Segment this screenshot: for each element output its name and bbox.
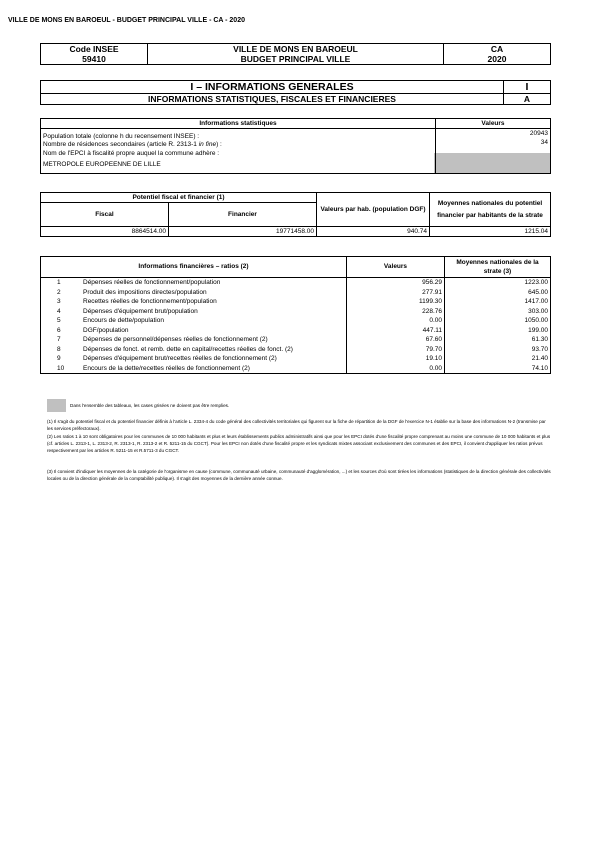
ratio-row — [41, 278, 551, 288]
ratio-label: Recettes réelles de fonctionnement/population — [81, 297, 347, 307]
ratio-moyenne: 1417.00 — [445, 297, 551, 307]
ratio-number: 6 — [41, 326, 82, 336]
stats-table — [40, 118, 551, 174]
ratio-value: 67.60 — [347, 335, 445, 345]
ratio-moyenne: 93.70 — [445, 345, 551, 355]
ratio-number: 1 — [41, 278, 82, 288]
ratio-rows — [41, 278, 551, 374]
ratio-value: 277.91 — [347, 288, 445, 298]
grey-note: Dans l'ensemble des tableaux, les cases grisées ne doivent pas être remplies. — [70, 403, 230, 408]
stats-labels — [41, 129, 436, 174]
ratio-number: 5 — [41, 316, 82, 326]
ratio-label: Produit des impositions directes/population — [81, 288, 347, 298]
ratio-row — [41, 354, 551, 364]
financier-value: 19771458.00 — [169, 227, 317, 237]
moyennes-value: 1215.04 — [430, 227, 551, 237]
ratio-row — [41, 288, 551, 298]
entity-cell — [148, 44, 444, 65]
budget-name: BUDGET PRINCIPAL VILLE — [240, 54, 351, 64]
ratio-value: 0.00 — [347, 364, 445, 374]
valeurs-par-hab-header: Valeurs par hab. (population DGF) — [317, 193, 430, 227]
ratio-number: 2 — [41, 288, 82, 298]
ratio-value: 956.29 — [347, 278, 445, 288]
ratio-row — [41, 326, 551, 336]
section-title-box — [40, 80, 551, 105]
section-subtitle: INFORMATIONS STATISTIQUES, FISCALES ET FINANCIERES — [41, 94, 504, 105]
valeurs-value: 940.74 — [317, 227, 430, 237]
code-insee-label: Code INSEE — [69, 44, 119, 54]
ratio-number: 4 — [41, 307, 82, 317]
ratios-values-header: Valeurs — [347, 257, 445, 278]
section-letter: A — [504, 94, 551, 105]
ratio-label: Dépenses réelles de fonctionnement/population — [81, 278, 347, 288]
ratio-moyenne: 645.00 — [445, 288, 551, 298]
ratio-label: Dépenses de personnel/dépenses réelles de fonctionnement (2) — [81, 335, 347, 345]
ratio-row — [41, 297, 551, 307]
footnote-3: (3) Il convient d'indiquer les moyennes de la catégorie de l'organisme en cause (commune, communauté urbaine, communauté d'agglomération, ...) et les sources d'où sont tirées les informations (statistiques de la direction générale des collectivités locales ou de la direction générale de la comptabilité publique). Il s'agit des moyennes de la dernière année connue. — [47, 469, 551, 482]
epci-value: METROPOLE EUROPEENNE DE LILLE — [43, 161, 161, 168]
ratio-number: 10 — [41, 364, 82, 374]
potentiel-table — [40, 192, 551, 237]
ratios-table — [40, 256, 551, 374]
population-label: Population totale (colonne h du recensement INSEE) : — [43, 132, 200, 140]
ratio-label: Dépenses de fonct. et remb. dette en capital/recettes réelles de fonct. (2) — [81, 345, 347, 355]
ratio-row — [41, 335, 551, 345]
ratio-row — [41, 345, 551, 355]
ratio-moyenne: 74.10 — [445, 364, 551, 374]
doc-cell — [444, 44, 551, 65]
ratio-number: 9 — [41, 354, 82, 364]
grey-legend-swatch — [47, 399, 66, 412]
ratio-number: 7 — [41, 335, 82, 345]
potentiel-header: Potentiel fiscal et financier (1) — [41, 193, 317, 203]
ratios-header: Informations financières – ratios (2) — [41, 257, 347, 278]
stats-values-header: Valeurs — [436, 119, 551, 129]
ratio-value: 447.11 — [347, 326, 445, 336]
ratio-value: 19.10 — [347, 354, 445, 364]
section-title: I – INFORMATIONS GENERALES — [41, 81, 504, 94]
code-insee-cell — [41, 44, 148, 65]
stats-header: Informations statistiques — [41, 119, 436, 129]
ratio-moyenne: 1050.00 — [445, 316, 551, 326]
ratio-label: Encours de la dette/recettes réelles de fonctionnement (2) — [81, 364, 347, 374]
fiscal-value: 8864514.00 — [41, 227, 169, 237]
doc-year: 2020 — [487, 54, 507, 64]
ratio-value: 1199.30 — [347, 297, 445, 307]
moyennes-header: Moyennes nationales du potentiel financier par habitants de la strate — [430, 193, 551, 227]
residences-value: 34 — [540, 138, 548, 146]
ratio-number: 3 — [41, 297, 82, 307]
ratio-row — [41, 316, 551, 326]
footnote-1: (1) Il s'agit du potentiel fiscal et du potentiel financier définis à l'article L. 2334-4 du code général des collectivités territoriales qui figurent sur la fiche de répartition de la DGF de l'exercice N-1 établie sur la base des informations N-2 (transmise par les services préfectoraux). — [47, 419, 546, 432]
code-insee-value: 59410 — [82, 54, 106, 64]
ville-name: VILLE DE MONS EN BAROEUL — [233, 44, 358, 54]
population-value: 20943 — [529, 130, 548, 137]
residences-label: Nombre de résidences secondaires (article R. 2313-1 in fine) : — [43, 141, 222, 148]
page-header: VILLE DE MONS EN BAROEUL - BUDGET PRINCIPAL VILLE - CA - 2020 — [8, 17, 245, 24]
financier-header: Financier — [169, 203, 317, 227]
ratio-number: 8 — [41, 345, 82, 355]
ratios-moyennes-header: Moyennes nationales de la strate (3) — [445, 257, 551, 278]
ratio-moyenne: 199.00 — [445, 326, 551, 336]
grey-cell — [434, 153, 550, 173]
stats-values — [436, 129, 551, 174]
ratio-moyenne: 61.30 — [445, 335, 551, 345]
ratio-moyenne: 21.40 — [445, 354, 551, 364]
epci-label: Nom de l'EPCI à fiscalité propre auquel la commune adhère : — [43, 149, 220, 157]
footnote-2: (2) Les ratios 1 à 10 sont obligatoires pour les communes de 10 000 habitants et plus et leurs établissements publics administratifs ainsi que pour les EPCI dotés d'une fiscalité propre comprenant au moins une commune de 10 000 habitants et plus (cf. articles L. 2313-1, L. 2313-2, R. 2313-1, R. 2313-2 et R. 5211-15 du CGCT). Pour les EPCI non dotés d'une fiscalité propre et les syndicats mixtes associant exclusivement des communes et des EPCI, il convient d'appliquer les ratios prévus respectivement par les articles R. 5211-15 et R.5711-3 du CGCT. — [47, 434, 551, 454]
section-code: I — [504, 81, 551, 94]
ratio-value: 0.00 — [347, 316, 445, 326]
ratio-label: Encours de dette/population — [81, 316, 347, 326]
ratio-value: 228.76 — [347, 307, 445, 317]
ratio-moyenne: 1223.00 — [445, 278, 551, 288]
doc-type: CA — [490, 44, 504, 54]
ratio-label: DGF/population — [81, 326, 347, 336]
ratio-label: Dépenses d'équipement brut/recettes réelles de fonctionnement (2) — [81, 354, 347, 364]
ratio-row — [41, 364, 551, 374]
fiscal-header: Fiscal — [41, 203, 169, 227]
ratio-moyenne: 303.00 — [445, 307, 551, 317]
identification-box — [40, 43, 551, 65]
ratio-row — [41, 307, 551, 317]
ratio-value: 79.70 — [347, 345, 445, 355]
ratio-label: Dépenses d'équipement brut/population — [81, 307, 347, 317]
